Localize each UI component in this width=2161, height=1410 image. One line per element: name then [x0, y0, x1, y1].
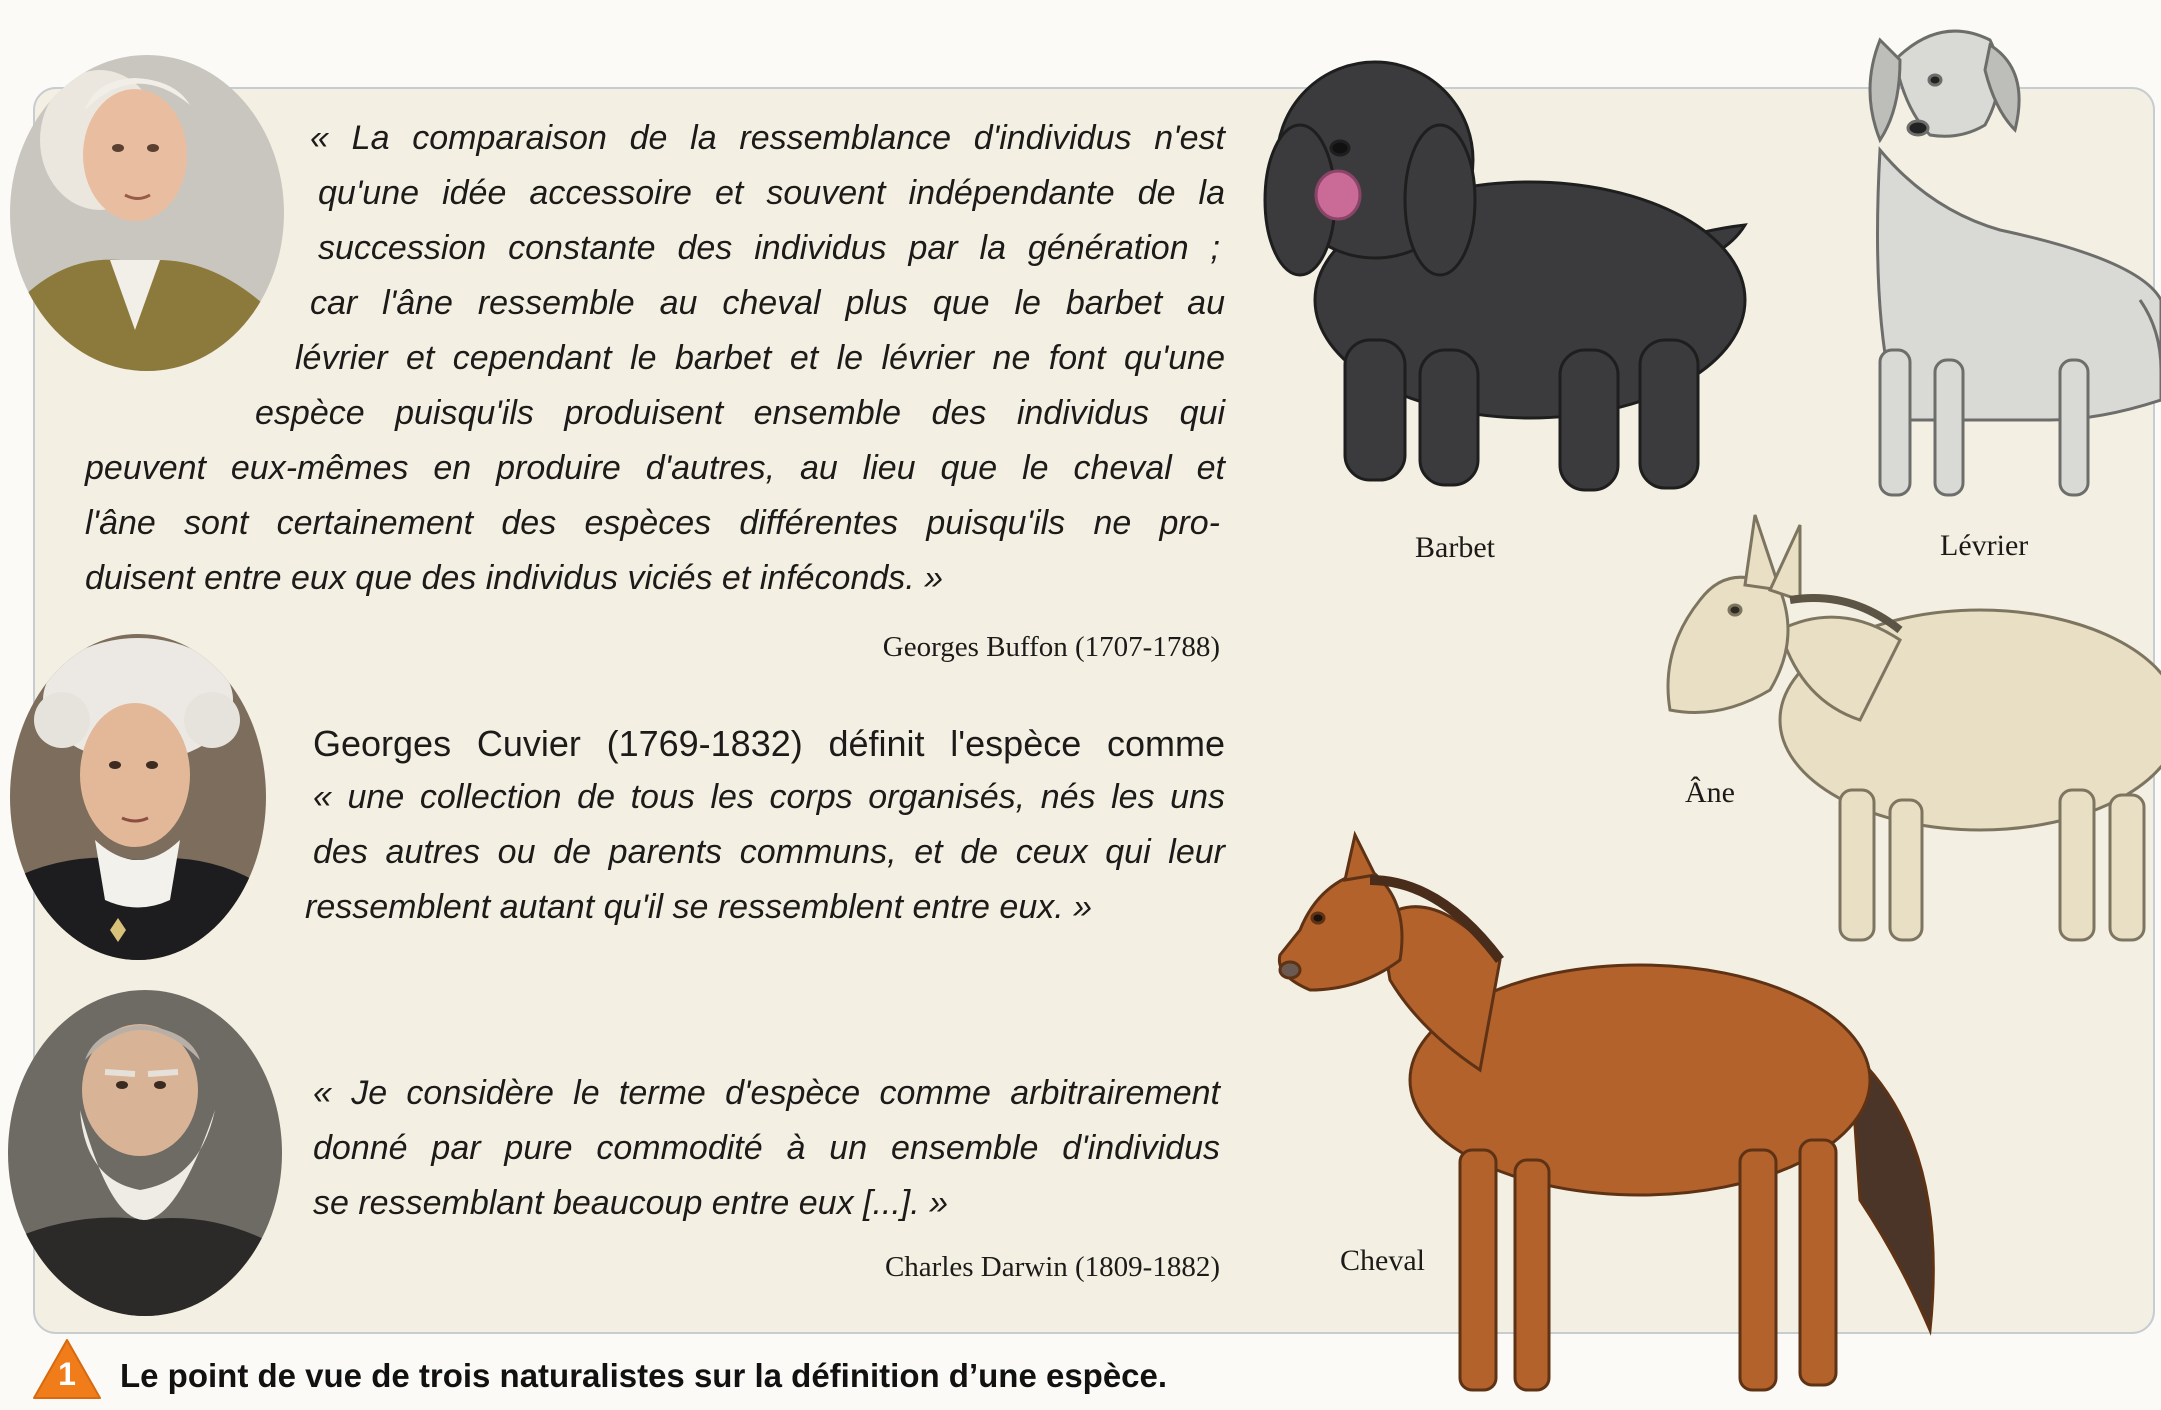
figure-caption: Le point de vue de trois naturalistes sur la définition d’une espèce.	[120, 1357, 1168, 1394]
buffon-quote-line-5: lévrier et cependant le barbet et le lévrier ne font qu'une	[295, 339, 1225, 377]
buffon-quote-line-8: l'âne sont certainement des espèces différentes puisqu'ils ne pro-	[85, 504, 1220, 542]
levrier-label: Lévrier	[1940, 529, 2029, 562]
cheval-label: Cheval	[1340, 1244, 1425, 1277]
buffon-quote-line-6: espèce puisqu'ils produisent ensemble des individus qui	[255, 394, 1225, 432]
buffon-quote-line-7: peuvent eux-mêmes en produire d'autres, au lieu que le cheval et	[85, 449, 1225, 487]
darwin-quote-line-2: donné par pure commodité à un ensemble d'individus	[313, 1129, 1220, 1167]
cuvier-quote-line-1: « une collection de tous les corps organisés, nés les uns	[313, 778, 1225, 816]
buffon-quote-line-2: qu'une idée accessoire et souvent indépendante de la	[318, 174, 1225, 212]
buffon-quote-line-3: succession constante des individus par la génération ;	[318, 229, 1220, 267]
buffon-quote-line-1: « La comparaison de la ressemblance d'individus n'est	[310, 119, 1225, 157]
darwin-quote-line-1: « Je considère le terme d'espèce comme arbitrairement	[313, 1074, 1220, 1112]
buffon-quote-line-9: duisent entre eux que des individus viciés et inféconds. »	[85, 559, 944, 597]
cuvier-quote-line-2: des autres ou de parents communs, et de ceux qui leur	[313, 833, 1225, 871]
cuvier-quote-line-3: ressemblent autant qu'il se ressemblent entre eux. »	[305, 888, 1093, 926]
cuvier-intro: Georges Cuvier (1769-1832) définit l'espèce comme	[313, 723, 1225, 764]
darwin-quote-line-3: se ressemblant beaucoup entre eux [...]. »	[313, 1184, 949, 1222]
buffon-author: Georges Buffon (1707-1788)	[882, 631, 1220, 663]
figure-number: 1	[58, 1356, 76, 1392]
barbet-label: Barbet	[1415, 531, 1495, 564]
ane-label: Âne	[1685, 776, 1735, 809]
buffon-quote-line-4: car l'âne ressemble au cheval plus que le barbet au	[310, 284, 1225, 322]
darwin-author: Charles Darwin (1809-1882)	[884, 1251, 1220, 1283]
